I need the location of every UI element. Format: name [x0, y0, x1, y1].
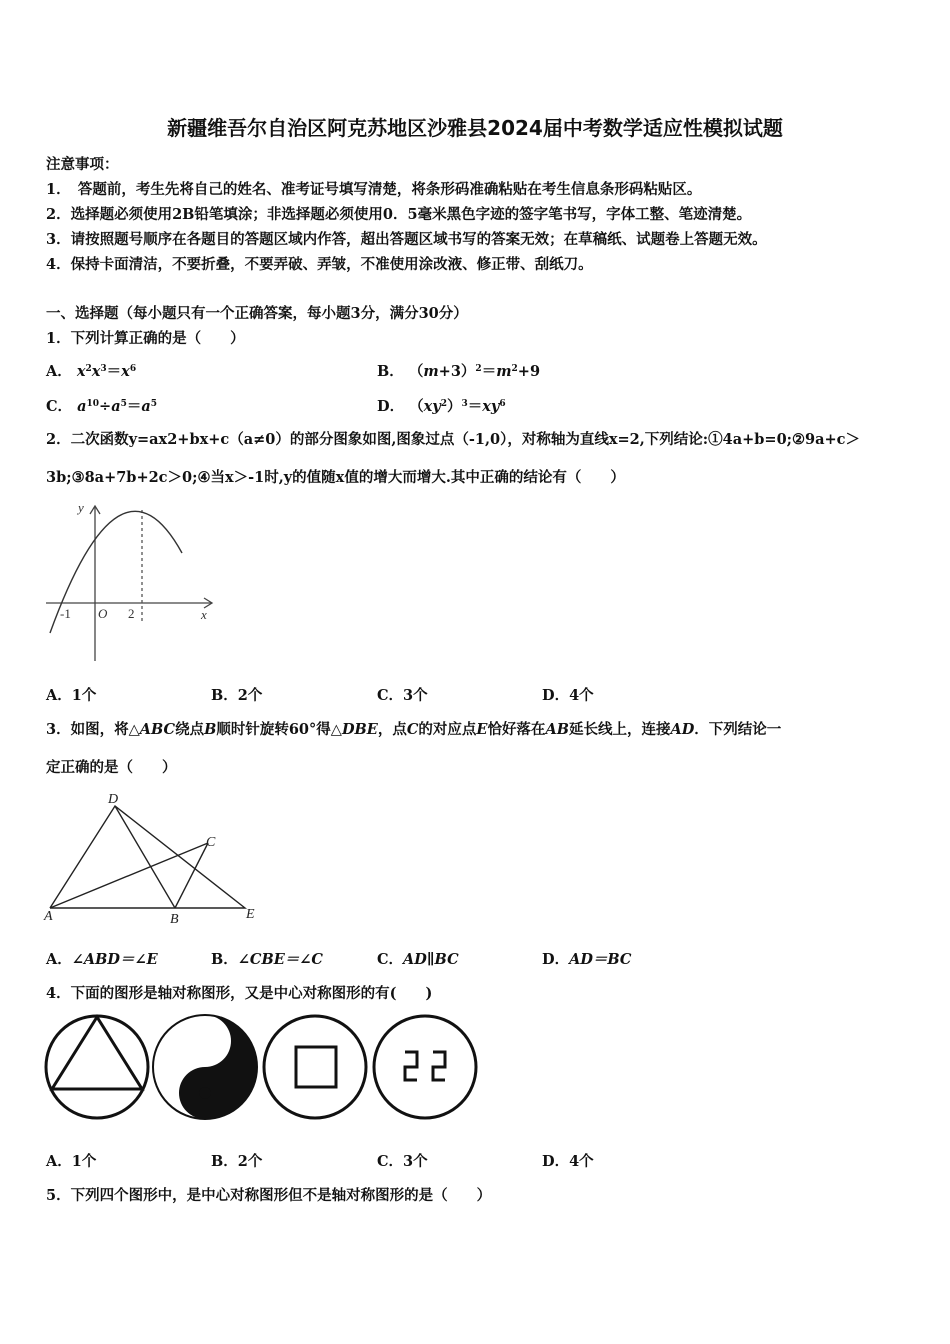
x-label: x [201, 607, 207, 622]
notice-item-4: 4．保持卡面清洁，不要折叠，不要弄破、弄皱，不准使用涂改液、修正带、刮纸刀。 [46, 256, 593, 273]
q3-d-text: AD＝BC [569, 951, 632, 968]
notice-heading: 注意事项： [46, 156, 119, 173]
q3-option-b [211, 948, 323, 969]
q3-line-ad: AD [670, 721, 695, 738]
q3-text-1: 3．如图，将△ [46, 721, 140, 738]
q3-c-label: C． [377, 951, 404, 968]
q3-stem-line2: 定正确的是（ ） [46, 759, 177, 776]
q3-b-label: B． [211, 951, 238, 968]
q1-a-expr: $x^2x^3=x^6$ [76, 363, 137, 380]
q1-b-expr: $(m+3)^2=m^2+9$ [408, 363, 541, 380]
q2-parabola-graph [40, 498, 220, 666]
q1-d-label: D． [377, 398, 405, 415]
q3-option-d [542, 948, 631, 969]
q3-triangle-figure [40, 788, 262, 928]
q2-option-a: A．1个 [46, 687, 97, 704]
q1-d-expr: $(xy^2)^3=xy^6$ [409, 398, 506, 415]
q2-stem-line1: 2．二次函数y=ax2+bx+c（a≠0）的部分图象如图,图象过点（-1,0），对称轴为直线x=2,下列结论:①4a+b=0;②9a+c＞ [46, 431, 860, 448]
q3-c-text: AD∥BC [403, 951, 459, 968]
q3-text-3: 顺时针旋转60°得△ [216, 721, 342, 738]
q3-point-e: E [476, 721, 488, 738]
q4-stem: 4．下面的图形是轴对称图形，又是中心对称图形的有( ) [46, 985, 433, 1002]
notice-item-3: 3．请按照题号顺序在各题目的答题区域内作答，超出答题区域书写的答案无效；在草稿纸、试题卷上答题无效。 [46, 231, 767, 248]
circle-pattern-figure [374, 1016, 476, 1118]
q1-c-label: C． [46, 398, 73, 415]
q4-option-a: A．1个 [46, 1153, 97, 1170]
q3-a-label: A． [46, 951, 72, 968]
section-heading: 一、选择题（每小题只有一个正确答案，每小题3分，满分30分） [46, 305, 468, 322]
q4-option-c: C．3个 [377, 1153, 428, 1170]
q3-d-label: D． [542, 951, 570, 968]
segment-db [115, 806, 175, 908]
q3-text-2: 绕点 [175, 721, 205, 738]
q3-tri-dbe: DBE [341, 721, 378, 738]
q3-text-4: ，点 [377, 721, 407, 738]
q3-point-b: B [204, 721, 217, 738]
circle-square-figure [264, 1016, 366, 1118]
q3-text-5: 的对应点 [418, 721, 477, 738]
q1-option-a [46, 360, 136, 381]
q2-stem-line2: 3b;③8a+7b+2c＞0;④当x＞-1时,y的值随x值的增大而增大.其中正确的结论有（ ） [46, 469, 625, 486]
q1-b-label: B． [377, 363, 404, 380]
tick-neg1: -1 [60, 606, 71, 621]
q3-text-6: 恰好落在 [487, 721, 546, 738]
q1-a-label: A． [46, 363, 72, 380]
q4-option-b: B．2个 [211, 1153, 263, 1170]
label-e: E [246, 907, 255, 922]
notice-item-1: 1． 答题前，考生先将自己的姓名、准考证号填写清楚，将条形码准确粘贴在考生信息条形码粘贴区。 [46, 181, 702, 198]
q1-stem: 1．下列计算正确的是（ ） [46, 330, 245, 347]
q2-option-d: D．4个 [542, 687, 594, 704]
q1-c-expr: $a^{10}\div a^5=a^5$ [77, 398, 158, 415]
q3-a-text: ∠ABD＝∠E [71, 951, 158, 968]
q3-point-c: C [406, 721, 419, 738]
q3-text-7: 延长线上，连接 [568, 721, 671, 738]
label-d: D [108, 792, 119, 807]
label-b: B [170, 912, 179, 927]
q1-option-c [46, 395, 157, 416]
q5-stem: 5．下列四个图形中，是中心对称图形但不是轴对称图形的是（ ） [46, 1187, 492, 1204]
origin-label: O [98, 606, 108, 621]
q3-text-8: ．下列结论一 [694, 721, 782, 738]
label-c: C [206, 835, 216, 850]
q3-tri-abc: ABC [139, 721, 176, 738]
q4-figures [42, 1012, 484, 1122]
q2-option-c: C．3个 [377, 687, 428, 704]
yin-yang-icon [153, 1015, 257, 1119]
label-a: A [44, 909, 53, 924]
q3-line-ab: AB [545, 721, 569, 738]
q3-stem-line1 [46, 718, 781, 739]
y-label: y [78, 500, 84, 515]
notice-item-2: 2．选择题必须使用2B铅笔填涂；非选择题必须使用0．5毫米黑色字迹的签字笔书写，字体工整、笔迹清楚。 [46, 206, 752, 223]
q1-option-d [377, 395, 506, 416]
q3-b-text: ∠CBE＝∠C [237, 951, 323, 968]
q3-option-c [377, 948, 459, 969]
exam-title: 新疆维吾尔自治区阿克苏地区沙雅县2024届中考数学适应性模拟试题 [167, 116, 783, 140]
triangle-dbe-lines [50, 806, 245, 908]
segment-ac [50, 843, 208, 908]
q3-option-a [46, 948, 158, 969]
q4-option-d: D．4个 [542, 1153, 594, 1170]
q2-option-b: B．2个 [211, 687, 263, 704]
circle-triangle-figure [46, 1016, 148, 1118]
q1-option-b [377, 360, 540, 381]
tick-2: 2 [128, 606, 135, 621]
